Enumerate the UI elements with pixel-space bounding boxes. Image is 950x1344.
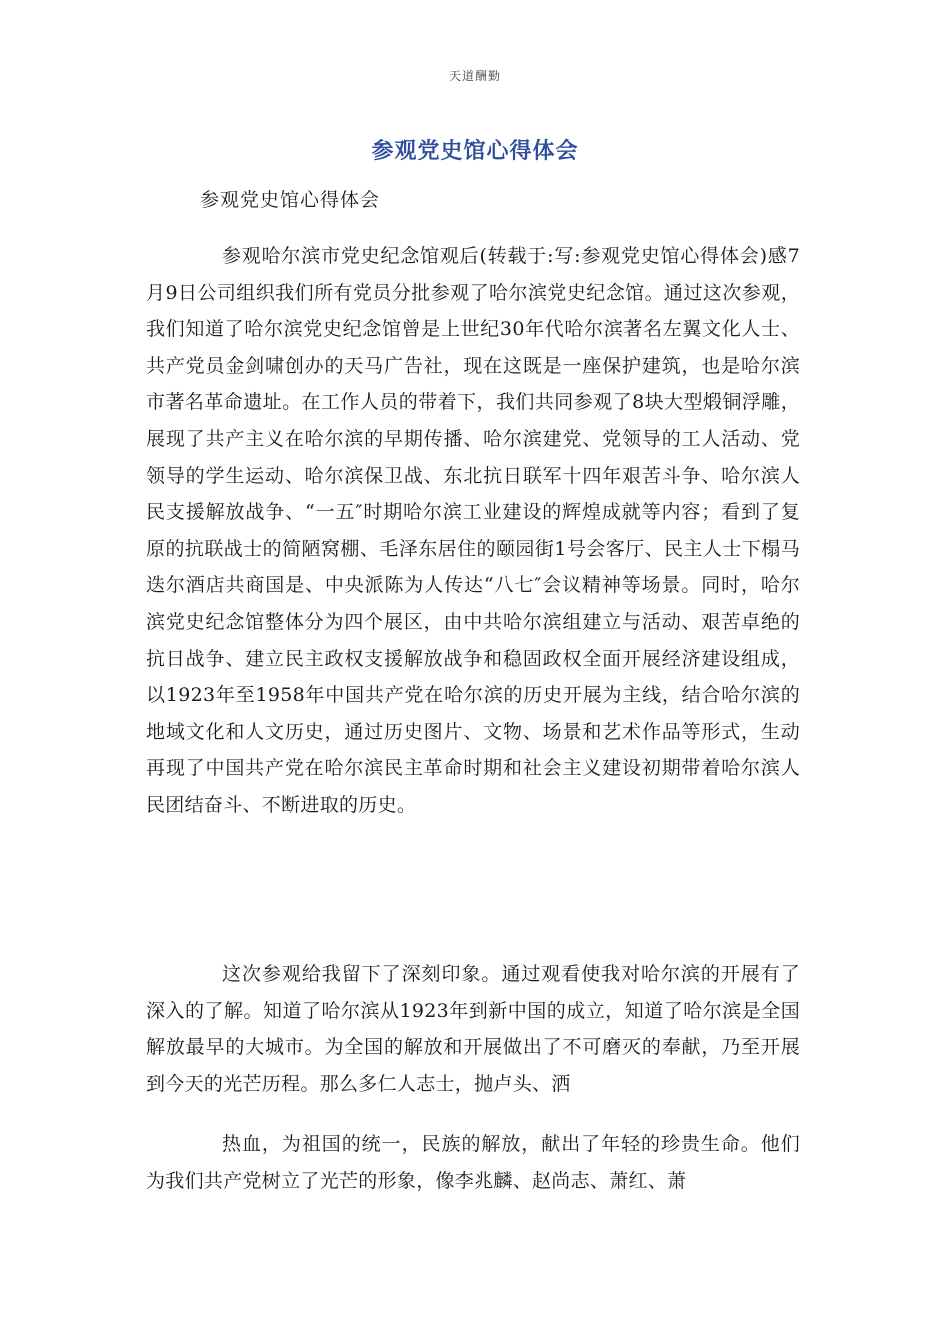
body-paragraph-3: 热血，为祖国的统一，民族的解放，献出了年轻的珍贵生命。他们为我们共产党树立了光芒的形象，像李兆麟、赵尚志、萧红、萧	[146, 1133, 800, 1192]
document-subtitle: 参观党史馆心得体会	[200, 189, 381, 211]
body-paragraph-2: 这次参观给我留下了深刻印象。通过观看使我对哈尔滨的开展有了深入的了解。知道了哈尔滨从1923年到新中国的成立，知道了哈尔滨是全国解放最早的大城市。为全国的解放和开展做出了不可磨灭的奉献，乃至开展到今天的光芒历程。那么多仁人志士，抛卢头、洒	[146, 963, 800, 1095]
document-title: 参观党史馆心得体会	[371, 138, 579, 164]
page-header: 天道酬勤	[448, 69, 501, 83]
body-paragraph-1: 参观哈尔滨市党史纪念馆观后(转载于:写:参观党史馆心得体会)感7月9日公司组织我们所有党员分批参观了哈尔滨党史纪念馆。通过这次参观，我们知道了哈尔滨党史纪念馆曾是上世纪30年代哈尔滨著名左翼文化人士、共产党员金剑啸创办的天马广告社，现在这既是一座保护建筑，也是哈尔滨市著名革命遗址。在工作人员的带着下，我们共同参观了8块大型煅铜浮雕，展现了共产主义在哈尔滨的早期传播、哈尔滨建党、党领导的工人活动、党领导的学生运动、哈尔滨保卫战、东北抗日联军十四年艰苦斗争、哈尔滨人民支援解放战争、“一五″时期哈尔滨工业建设的辉煌成就等内容；看到了复原的抗联战士的简陋窝棚、毛泽东居住的颐园街1号会客厅、民主人士下榻马迭尔酒店共商国是、中央派陈为人传达“八七″会议精神等场景。同时，哈尔滨党史纪念馆整体分为四个展区，由中共哈尔滨组建立与活动、艰苦卓绝的抗日战争、建立民主政权支援解放战争和稳固政权全面开展经济建设组成，以1923年至1958年中国共产党在哈尔滨的历史开展为主线，结合哈尔滨的地域文化和人文历史，通过历史图片、文物、场景和艺术作品等形式，生动再现了中国共产党在哈尔滨民主革命时期和社会主义建设初期带着哈尔滨人民团结奋斗、不断进取的历史。	[146, 245, 800, 816]
